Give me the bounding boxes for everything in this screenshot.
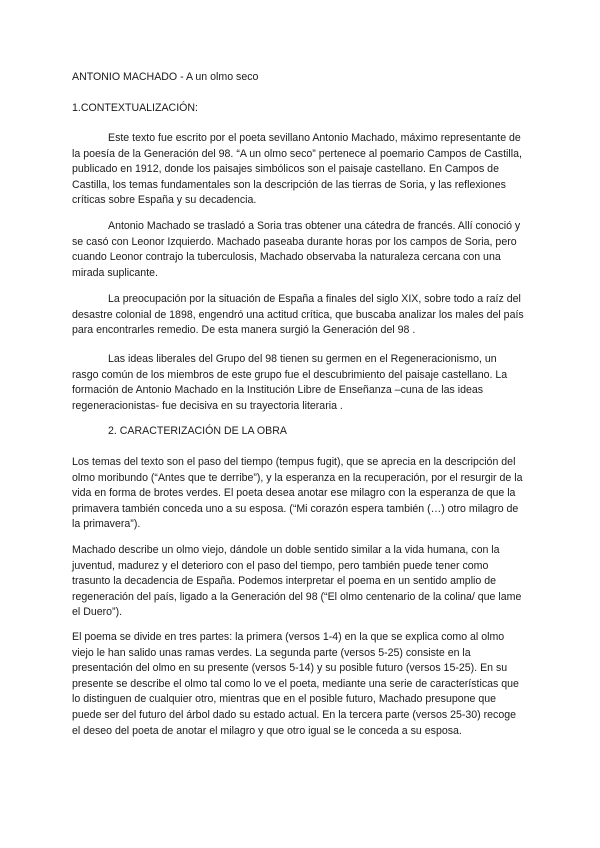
section1-paragraph-3: La preocupación por la situación de España a finales del siglo XIX, sobre todo a raíz del desastre colonial de 1898, engendró una actitud crítica, que buscaba analizar los males del país para encontrarles remedio. De esta manera surgió la Generación del 98 . — [72, 293, 524, 337]
section2-heading: 2. CARACTERIZACIÓN DE LA OBRA — [108, 425, 287, 437]
section2-paragraph-2: Machado describe un olmo viejo, dándole un doble sentido similar a la vida humana, con la juventud, madurez y el deterioro con el paso del tiempo, pero también puede tener como trasunto la decadencia de España. Podemos interpretar el poema en un sentido amplio de regeneración del país, ligado a la Generación del 98 (“El olmo centenario de la colina/ que lame el Duero”). — [72, 544, 522, 619]
section2-paragraph-3: El poema se divide en tres partes: la primera (versos 1-4) en la que se explica como al olmo viejo le han salido unas ramas verdes. La segunda parte (versos 5-25) consiste en la presentación del olmo en su presente (versos 5-14) y su posible futuro (versos 15-25). En su presente se describe el olmo tal como lo ve el poeta, mediante una serie de características que lo distinguen de cualquier otro, mientras que en el posible futuro, Machado presupone que puede ser del futuro del árbol dado su estado actual. En la tercera parte (versos 25-30) recoge el deseo del poeta de anotar el milagro y que otro igual se le conceda a su esposa. — [72, 631, 519, 737]
section1-paragraph-4: Las ideas liberales del Grupo del 98 tienen su germen en el Regeneracionismo, un rasgo común de los miembros de este grupo fue el descubrimiento del paisaje castellano. La formación de Antonio Machado en la Institución Libre de Enseñanza –cuna de las ideas regeneracionistas- fue decisiva en su trayectoria literaria . — [72, 353, 508, 412]
document-title: ANTONIO MACHADO - A un olmo seco — [72, 71, 259, 83]
section1-paragraph-1: Este texto fue escrito por el poeta sevillano Antonio Machado, máximo representante de la poesía de la Generación del 98. “A un olmo seco” pertenece al poemario Campos de Castilla, publicado en 1912, donde los paisajes simbólicos son el paisaje castellano. En Campos de Castilla, los temas fundamentales son la descripción de las tierras de Soria, y las reflexiones críticas sobre España y su decadencia. — [72, 132, 522, 207]
section2-paragraph-1: Los temas del texto son el paso del tiempo (tempus fugit), que se aprecia en la descripción del olmo moribundo (“Antes que te derribe”), y la esperanza en la recuperación, por el resurgir de la vida en forma de brotes verdes. El poeta desea anotar ese milagro con la esperanza de que la primavera también conceda uno a su esposa. (“Mi corazón espera también (…) otro milagro de la primavera”). — [72, 456, 523, 531]
section1-heading: 1.CONTEXTUALIZACIÓN: — [72, 102, 198, 114]
section1-paragraph-2: Antonio Machado se trasladó a Soria tras obtener una cátedra de francés. Allí conoció y se casó con Leonor Izquierdo. Machado paseaba durante horas por los campos de Soria, pero cuando Leonor contrajo la tuberculosis, Machado observaba la naturaleza cercana con una mirada suplicante. — [72, 220, 521, 279]
